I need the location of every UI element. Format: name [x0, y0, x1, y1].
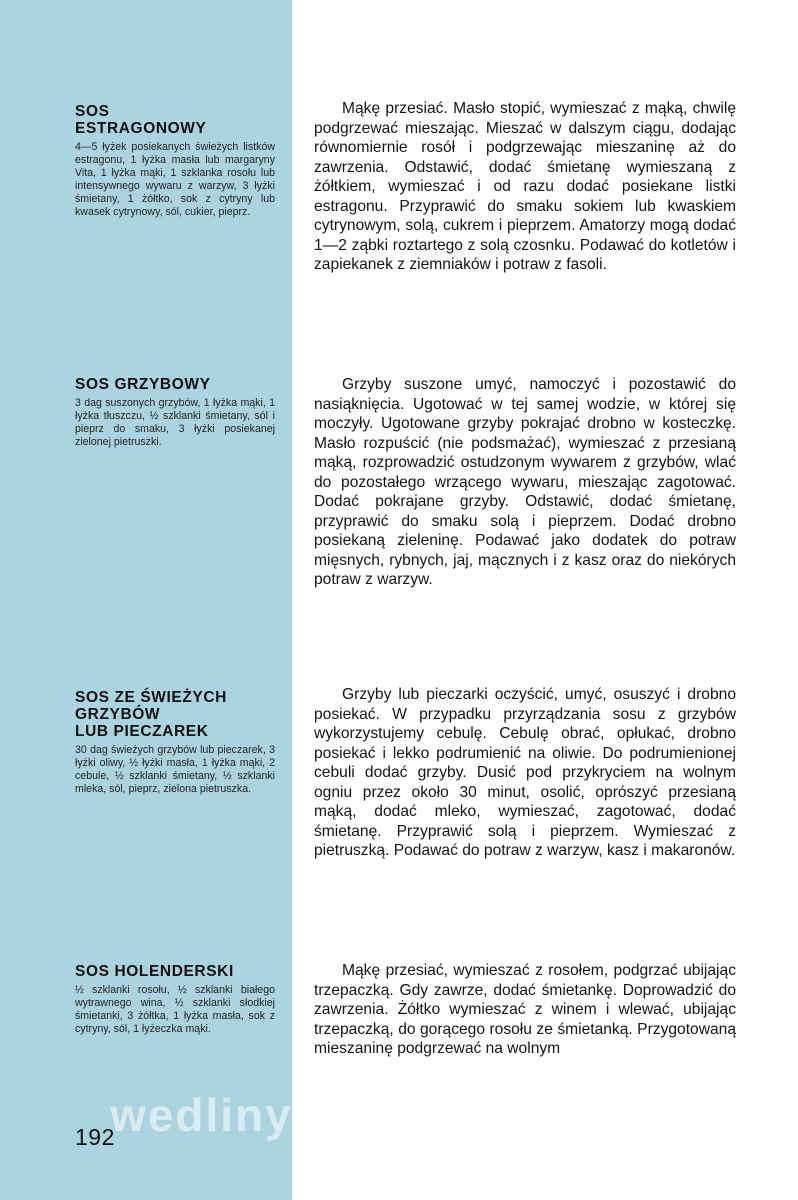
ingredients-list: ½ szklanki rosołu, ½ szklanki białego wytrawnego wina, ½ szklanki słodkiej śmietanki, 3 żółtka, 1 łyżka masła, sok z cytryny, sól, 1 łyżeczka mąki. [75, 984, 275, 1035]
recipe-swieze-grzyby-side [75, 689, 275, 796]
ingredients-list: 30 dag świeżych grzybów lub pieczarek, 3 łyżki oliwy, ½ łyżki masła, 1 łyżka mąki, 2 cebule, ½ szklanki śmietany, ½ szklanki mleka, sól, pieprz, zielona pietruszka. [75, 744, 275, 795]
recipe-title: SOS ESTRAGONOWY [75, 103, 207, 137]
recipe-title: SOS GRZYBOWY [75, 376, 211, 393]
ingredients-list: 3 dag suszonych grzybów, 1 łyżka mąki, 1 łyżka tłuszczu, ½ szklanki śmietany, sól i pieprz do smaku, 3 łyżki posiekanej zielonej pietruszki. [75, 397, 275, 448]
ingredients-list: 4—5 łyżek posiekanych świeżych listków estragonu, 1 łyżka masła lub margaryny Vita, 1 łyżka mąki, 1 szklanka rosołu lub intensywnego wywaru z warzyw, 3 łyżki śmietany, 1 żółtko, sok z cytryny lub kwasek cytrynowy, sól, cukier, pieprz. [75, 141, 275, 218]
recipe-instructions: Grzyby lub pieczarki oczyścić, umyć, osuszyć i drobno posiekać. W przypadku przyrządzania sosu z grzybów wykorzystujemy cebulę. Cebulę obrać, opłukać, drobno posiekać i lekko podrumienić na oliwie. Do podrumienionej cebuli dodać grzyby. Dusić pod przykryciem na wolnym ogniu przez około 30 minut, osolić, oprószyć przesianą mąką, dodać mleko, wymieszać, zagotować, dodać śmietanę. Przyprawić solą i pieprzem. Wymieszać z pietruszką. Podawać do potraw z warzyw, kasz i makaronów. [314, 686, 736, 859]
recipe-instructions: Mąkę przesiać, wymieszać z rosołem, podgrzać ubijając trzepaczką. Gdy zawrze, dodać śmietankę. Doprowadzić do zawrzenia. Żółtko wymieszać z winem i wlewać, ubijając trzepaczką, do gorącego rosołu ze śmietanką. Przygotowaną mieszaninę podgrzewać na wolnym [314, 962, 736, 1057]
recipe-instructions: Grzyby suszone umyć, namoczyć i pozostawić do nasiąknięcia. Ugotować w tej samej wodzie, w której się moczyły. Ugotowane grzyby pokrajać drobno w kosteczkę. Masło rozpuścić (nie podsmażać), wymieszać z przesianą mąką, rozprowadzić ostudzonym wywarem z grzybów, wlać do pozostałego wrzącego wywaru, mieszając zagotować. Dodać pokrajane grzyby. Odstawić, dodać śmietanę, przyprawić do smaku solą i pieprzem. Dodać drobno posiekaną zieleninę. Podawać jako dodatek do potraw mięsnych, rybnych, jaj, mącznych i z kasz oraz do niekórych potraw z warzyw. [314, 376, 736, 588]
recipe-title: SOS ZE ŚWIEŻYCH GRZYBÓW LUB PIECZAREK [75, 689, 227, 740]
page-number: 192 [75, 1124, 115, 1150]
recipe-grzybowy-side [75, 376, 275, 449]
recipe-holenderski-side [75, 963, 275, 1036]
recipe-title: SOS HOLENDERSKI [75, 963, 234, 980]
watermark: wedlinydomowe.pl [110, 1089, 551, 1141]
recipe-instructions: Mąkę przesiać. Masło stopić, wymieszać z mąką, chwilę podgrzewać mieszając. Mieszać w dalszym ciągu, dodając równomiernie rosół i podgrzewając mieszaninę aż do zawrzenia. Odstawić, dodać śmietanę wymieszaną z żółtkiem, wymieszać i od razu dodać posiekane listki estragonu. Przyprawić do smaku sokiem lub kwaskiem cytrynowym, solą, cukrem i pieprzem. Amatorzy mogą dodać 1—2 ząbki roztartego z solą czosnku. Podawać do kotletów i zapiekanek z ziemniaków i potraw z fasoli. [314, 100, 736, 273]
recipe-estragon-side [75, 103, 275, 218]
